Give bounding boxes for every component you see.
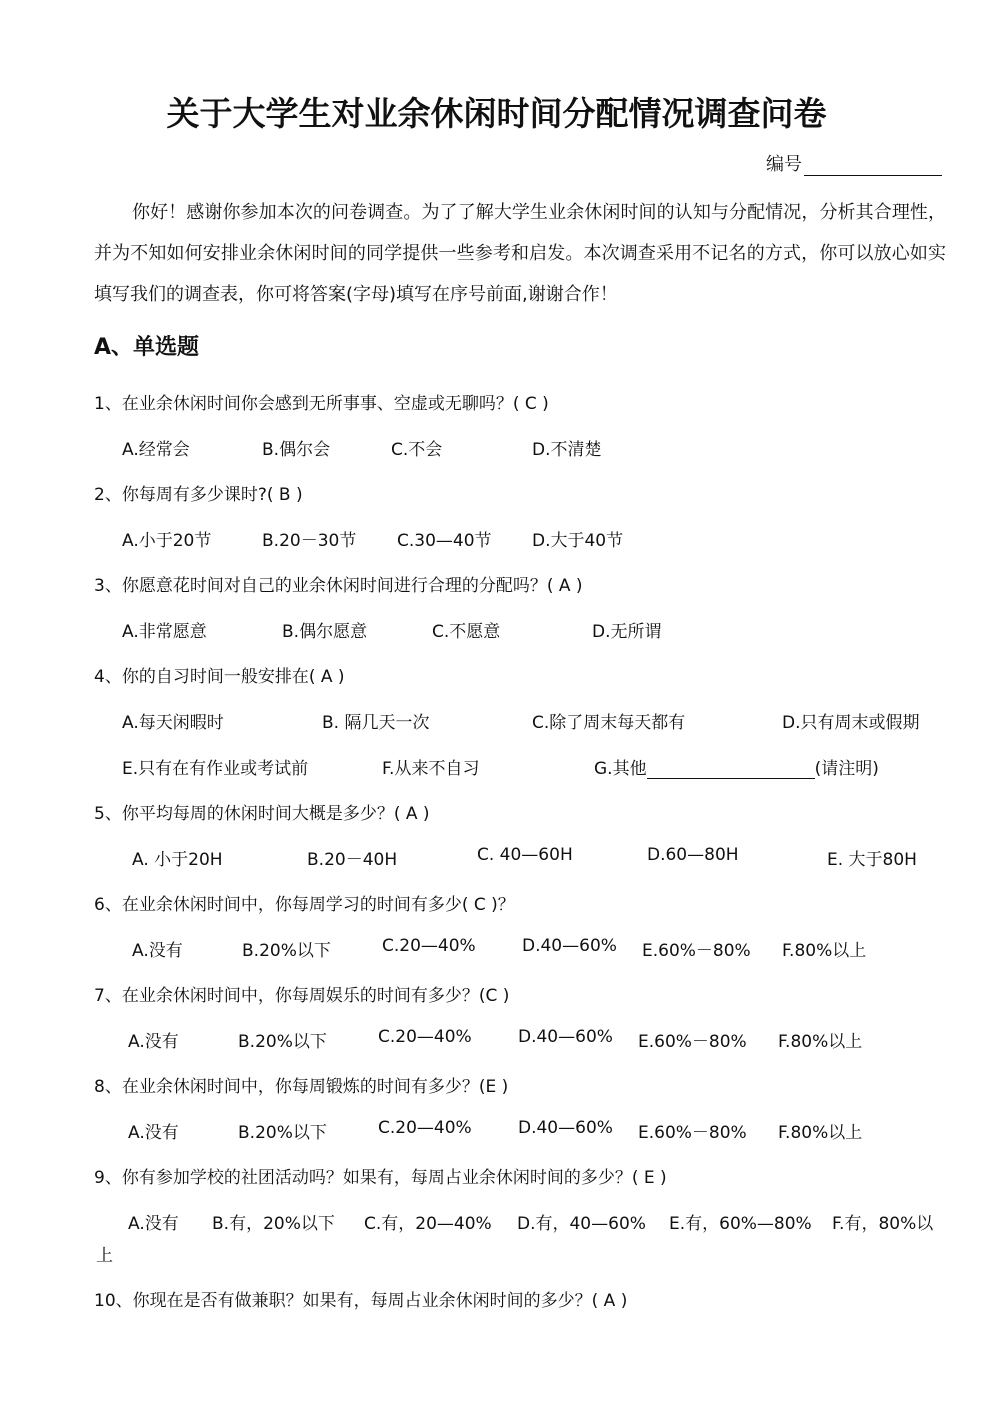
question-10: 10、你现在是否有做兼职？如果有，每周占业余休闲时间的多少？( A ) [94, 1291, 628, 1311]
question-3: 3、你愿意花时间对自己的业余休闲时间进行合理的分配吗？( A ) [94, 576, 583, 596]
option-9f: F.有，80%以 [832, 1214, 934, 1234]
option-9a: A.没有 [128, 1214, 179, 1234]
question-2: 2、你每周有多少课时?( B ) [94, 485, 303, 505]
option-4g [594, 754, 879, 779]
option-5c: C. 40—60H [477, 845, 573, 865]
option-8d: D.40—60% [518, 1118, 613, 1138]
option-2a: A.小于20节 [122, 531, 212, 551]
question-6: 6、在业余休闲时间中，你每周学习的时间有多少( C )？ [94, 895, 515, 915]
option-4g-blank[interactable] [647, 762, 815, 779]
option-6d: D.40—60% [522, 936, 617, 956]
option-6a: A.没有 [132, 941, 183, 961]
option-4g-note: (请注明) [814, 759, 879, 779]
option-3d: D.无所谓 [592, 622, 662, 642]
option-1d: D.不清楚 [532, 440, 602, 460]
option-5a: A. 小于20H [132, 850, 223, 870]
option-4c: C.除了周末每天都有 [532, 713, 686, 733]
question-4: 4、你的自习时间一般安排在( A ) [94, 667, 345, 687]
option-6e: E.60%－80% [642, 941, 751, 961]
section-title: A、单选题 [94, 335, 200, 360]
option-9b: B.有，20%以下 [212, 1214, 335, 1234]
option-9f-continued: 上 [96, 1246, 113, 1266]
option-6f: F.80%以上 [782, 941, 867, 961]
option-7f: F.80%以上 [778, 1032, 863, 1052]
question-7: 7、在业余休闲时间中，你每周娱乐的时间有多少？(C ) [94, 986, 510, 1006]
option-7e: E.60%－80% [638, 1032, 747, 1052]
option-4d: D.只有周末或假期 [782, 713, 920, 733]
serial-number-field [766, 150, 942, 176]
option-8a: A.没有 [128, 1123, 179, 1143]
page-title: 关于大学生对业余休闲时间分配情况调查问卷 [166, 94, 827, 133]
option-6c: C.20—40% [382, 936, 476, 956]
question-5: 5、你平均每周的休闲时间大概是多少？( A ) [94, 804, 430, 824]
option-4b: B. 隔几天一次 [322, 713, 430, 733]
option-6b: B.20%以下 [242, 941, 331, 961]
serial-label: 编号 [766, 154, 802, 175]
option-5b: B.20－40H [307, 850, 398, 870]
option-7b: B.20%以下 [238, 1032, 327, 1052]
option-8c: C.20—40% [378, 1118, 472, 1138]
serial-blank-line[interactable] [804, 157, 942, 176]
option-4a: A.每天闲暇时 [122, 713, 224, 733]
option-8f: F.80%以上 [778, 1123, 863, 1143]
option-3c: C.不愿意 [432, 622, 501, 642]
option-5e: E. 大于80H [827, 850, 917, 870]
intro-paragraph [94, 192, 946, 315]
option-9c: C.有，20—40% [364, 1214, 492, 1234]
option-4g-label: G.其他 [594, 759, 647, 779]
option-7c: C.20—40% [378, 1027, 472, 1047]
option-4e: E.只有在有作业或考试前 [122, 759, 309, 779]
question-1: 1、在业余休闲时间你会感到无所事事、空虚或无聊吗？( C ) [94, 394, 549, 414]
option-7d: D.40—60% [518, 1027, 613, 1047]
option-4f: F.从来不自习 [382, 759, 480, 779]
option-2b: B.20－30节 [262, 531, 357, 551]
option-7a: A.没有 [128, 1032, 179, 1052]
option-1c: C.不会 [391, 440, 443, 460]
question-8: 8、在业余休闲时间中，你每周锻炼的时间有多少？(E ) [94, 1077, 509, 1097]
option-8e: E.60%－80% [638, 1123, 747, 1143]
option-9e: E.有，60%—80% [669, 1214, 812, 1234]
option-2c: C.30—40节 [397, 531, 492, 551]
question-9: 9、你有参加学校的社团活动吗？如果有，每周占业余休闲时间的多少？( E ) [94, 1168, 667, 1188]
option-1a: A.经常会 [122, 440, 190, 460]
option-3a: A.非常愿意 [122, 622, 207, 642]
intro-text: 你好！感谢你参加本次的问卷调查。为了了解大学生业余休闲时间的认知与分配情况，分析其合理性，并为不知如何安排业余休闲时间的同学提供一些参考和启发。本次调查采用不记名的方式，你可以放心如实填写我们的调查表，你可将答案(字母)填写在序号前面,谢谢合作！ [94, 202, 946, 305]
option-5d: D.60—80H [647, 845, 739, 865]
option-1b: B.偶尔会 [262, 440, 331, 460]
option-3b: B.偶尔愿意 [282, 622, 368, 642]
option-2d: D.大于40节 [532, 531, 624, 551]
option-8b: B.20%以下 [238, 1123, 327, 1143]
option-9d: D.有，40—60% [517, 1214, 646, 1234]
